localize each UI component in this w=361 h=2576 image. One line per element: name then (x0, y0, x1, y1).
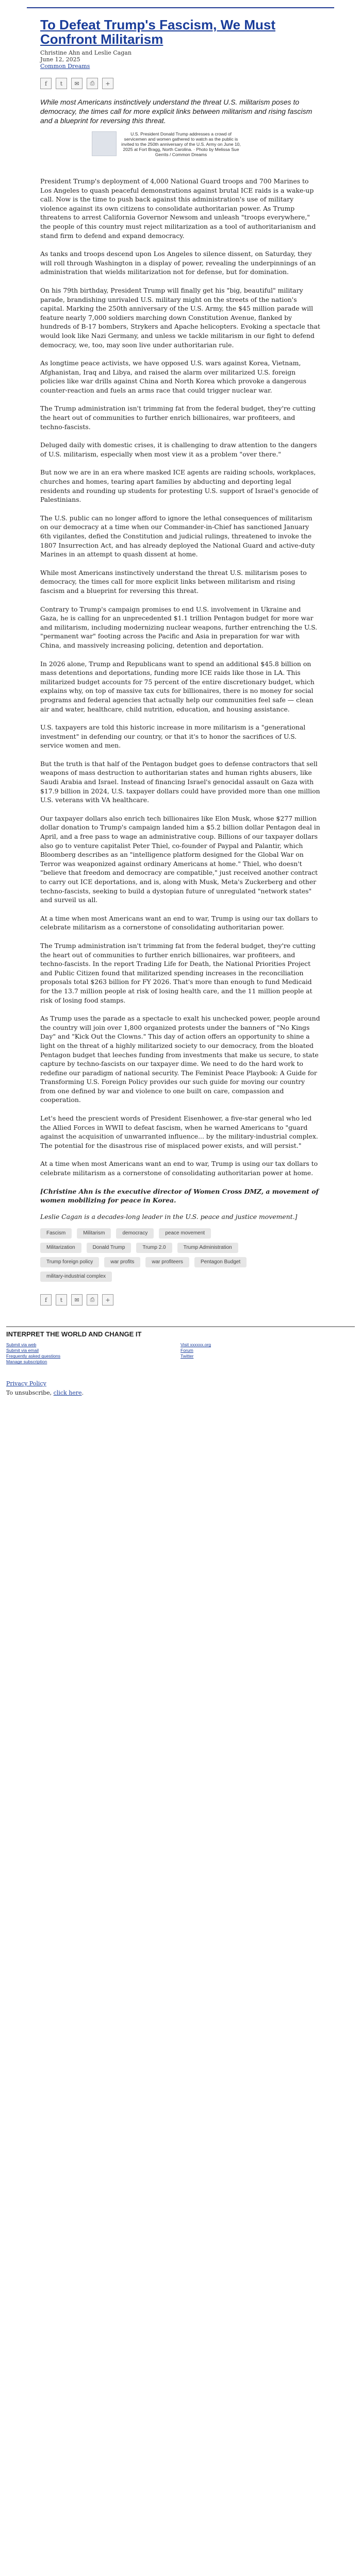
body-paragraph: Contrary to Trump's campaign promises to end U.S. involvement in Ukraine and Gaza, he is calling for an unprecedented $1.1 trillion Pentagon budget for more war and militarism, including modernizing nuclear weapons, further entrenching the U.S. "permanent war" footing across the Pacific and Asia in preparation for war with China, and massively increasing policing, detention and deportation. (40, 605, 318, 649)
footer-link[interactable]: Manage subscription (6, 1359, 47, 1365)
body-paragraph: President Trump's deployment of 4,000 National Guard troops and 700 Marines to Los Angeles to quash peaceful demonstrations against brutal ICE raids is a wake-up call. Now is the time to push back against this administration's use of military violence against its own citizens to consolidate authoritarian power. As Trump threatens to arrest California Governor Newsom and unleash "troops everywhere," the people of this country must reject militarization as a tool of authoritarianism and stand firm to defend and expand democracy. (40, 177, 316, 240)
author-bio-cagan: Leslie Cagan is a decades-long leader in the U.S. peace and justice movement.] (40, 1212, 298, 1221)
lede: While most Americans instinctively understand the threat U.S. militarism poses to democracy, the times call for more explicit links between militarism and rising fascism and a blueprint for reversing this threat. (40, 98, 313, 125)
body-paragraph: The Trump administration isn't trimming fat from the federal budget, they're cutting the heart out of communities to further enrich billionaires, war profiteers, and techno-fascists. In the report Trading Life for Death, the National Priorities Project and Public Citizen found that militarized spending increases in the reconciliation proposals total $263 billion for FY 2026. That's more than enough to fund Medicaid for the 13.7 million people at risk of losing health care, and the 11 million people at risk of losing food stamps. (40, 941, 316, 1004)
body-paragraph: At a time when most Americans want an end to war, Trump is using our tax dollars to celebrate militarism as a cornerstone of consolidating authoritarian power at home. (40, 1160, 318, 1177)
photo-thumbnail (92, 131, 117, 156)
twitter-icon[interactable]: t (56, 78, 67, 89)
share-row-bottom (40, 1294, 321, 1306)
body-paragraph: As longtime peace activists, we have opposed U.S. wars against Korea, Vietnam, Afghanistan, Iraq and Libya, and raised the alarm over militarized U.S. foreign policies like war drills against China and North Korea which provoke a dangerous counter-reaction and fuels an arms race that could trigger nuclear war. (40, 359, 307, 394)
unsubscribe-prefix: To unsubscribe, (6, 1389, 54, 1397)
footer-link[interactable]: Submit via web (6, 1342, 37, 1348)
body-paragraph: In 2026 alone, Trump and Republicans want to spend an additional $45.8 billion on mass detentions and deportations, funding more ICE raids like those in LA. This militarized budget accounts for 75 percent of the entire discretionary budget, which explains why, on top of massive tax cuts for billionaires, there is no money for social programs and federal agencies that actually help our communities feel safe — clean air and water, healthcare, child nutrition, education, and housing assistance. (40, 659, 315, 713)
body-paragraph: The Trump administration isn't trimming fat from the federal budget, they're cutting the heart out of communities to further enrich billionaires, war profiteers, and techno-fascists. (40, 404, 316, 431)
article (40, 18, 321, 1306)
article-title[interactable]: To Defeat Trump's Fascism, We Must Confront Militarism (40, 17, 275, 47)
top-rule (27, 7, 334, 8)
tag-chip[interactable]: Trump 2.0 (136, 1243, 172, 1253)
body-paragraph: The U.S. public can no longer afford to ignore the lethal consequences of militarism on our democracy at a time when our Commander-in-Chief has sanctioned January 6th vigilantes, defied the Constitution and judicial rulings, threatened to invoke the 1807 Insurrection Act, and has already deployed the National Guard and active-duty Marines in an attempt to quash dissent at home. (40, 514, 315, 558)
byline (40, 49, 321, 70)
footer-link[interactable]: Visit xxxxxx.org (180, 1342, 211, 1348)
tag-chip[interactable]: democracy (116, 1228, 154, 1239)
source-link[interactable]: Common Dreams (40, 63, 90, 70)
tag-chip[interactable]: war profits (104, 1257, 140, 1267)
share-icon[interactable]: + (102, 1294, 113, 1306)
privacy-policy-link[interactable]: Privacy Policy (6, 1380, 46, 1387)
body-paragraph: On his 79th birthday, President Trump will finally get his "big, beautiful" military parade, brandishing unrivaled U.S. military might on the streets of the nation's capital. Marking the 250th anniversary of the U.S. Army, the $45 million parade will feature nearly 7,000 soldiers marching down Constitution Avenue, flanked by hundreds of B-17 bombers, Strykers and Apache helicopters. Evoking a spectacle that would look like Nazi Germany, and unless we tackle militarism in our fight to defend democracy, we, too, may soon live under authoritarian rule. (40, 286, 320, 349)
figure (92, 131, 241, 166)
unsubscribe-link[interactable]: click here (53, 1389, 82, 1397)
body-paragraph: But now we are in an era where masked ICE agents are raiding schools, workplaces, churches and homes, tearing apart families by abducting and deporting legal residents and rounding up students for protesting U.S. support of Israel's genocide of Palestinians. (40, 468, 318, 504)
share-row-top (40, 78, 321, 89)
body-paragraph: At a time when most Americans want an end to war, Trump is using our tax dollars to celebrate militarism as a cornerstone of consolidating authoritarian power. (40, 914, 318, 931)
tag-chip[interactable]: Fascism (40, 1228, 72, 1239)
article-body (40, 177, 321, 1178)
privacy-block (6, 1379, 361, 1398)
body-paragraph: While most Americans instinctively understand the threat U.S. militarism poses to democracy, the times call for more explicit links between militarism and rising fascism and a blueprint for reversing this threat. (40, 568, 307, 595)
tag-chip[interactable]: Trump Administration (177, 1243, 238, 1253)
body-paragraph: As Trump uses the parade as a spectacle to exalt his unchecked power, people around the country will join over 1,800 organized protests under the banners of "No Kings Day" and "Kick Out the Clowns." This day of action offers an opportunity to shine a light on the threat of a highly militarized society to our democracy, from the bloated Pentagon budget that leeches funding from investments that make us secure, to state capture by techno-fascists on our taxpayer dime. We need to do the hard work to redefine our paradigm of national security. The Feminist Peace Playbook: A Guide for Transforming U.S. Foreign Policy provides our such guide for moving our country from one defined by war and violence to one built on care, compassion and cooperation. (40, 1014, 320, 1104)
footer-right-links (180, 1342, 355, 1365)
unsubscribe-suffix: . (81, 1389, 84, 1397)
footer-link[interactable]: Forum (180, 1348, 193, 1353)
facebook-icon[interactable]: f (40, 1294, 52, 1306)
footer-heading: INTERPRET THE WORLD AND CHANGE IT (6, 1330, 142, 1338)
share-icon[interactable]: + (102, 78, 113, 89)
publish-date: June 12, 2025 (40, 56, 80, 63)
tag-chip[interactable]: Donald Trump (87, 1243, 132, 1253)
authors: Christine Ahn and Leslie Cagan (40, 49, 132, 56)
email-icon[interactable]: ✉ (71, 78, 83, 89)
header (27, 0, 334, 8)
email-icon[interactable]: ✉ (71, 1294, 83, 1306)
facebook-icon[interactable]: f (40, 78, 52, 89)
body-paragraph: As tanks and troops descend upon Los Angeles to silence dissent, on Saturday, they will roll through Washington in a display of power, revealing the underpinnings of an administration that wields militarization not for defense, but for domination. (40, 250, 316, 276)
footer-link[interactable]: Frequently asked questions (6, 1353, 61, 1359)
footer-link[interactable]: Submit via email (6, 1348, 39, 1353)
print-icon[interactable]: ⎙ (87, 1294, 98, 1306)
tag-list (40, 1228, 257, 1282)
tag-chip[interactable]: Militarism (77, 1228, 111, 1239)
tag-chip[interactable]: Militarization (40, 1243, 81, 1253)
footer-link[interactable]: Twitter (180, 1353, 194, 1359)
body-paragraph: But the truth is that half of the Pentagon budget goes to defense contractors that sell weapons of mass destruction to authoritarian states and human rights abusers, like Saudi Arabia and Israel. Instead of financing Israel's genocidal assault on Gaza with $17.9 billion in 2024, U.S. taxpayer dollars could have provided more than one million U.S. veterans with VA healthcare. (40, 759, 320, 804)
footer-left-links (6, 1342, 180, 1365)
body-paragraph: Let's heed the prescient words of President Eisenhower, a five-star general who led the Allied Forces in WWII to defeat fascism, when he warned Americans to "guard against the acquisition of unwarranted influence... by the military-industrial complex. The potential for the disastrous rise of misplaced power exists, and will persist." (40, 1114, 318, 1149)
body-paragraph: U.S. taxpayers are told this historic increase in more militarism is a "generational investment" in defending our country, or that it's to honor the sacrifices of U.S. service women and men. (40, 723, 306, 750)
body-paragraph: Deluged daily with domestic crises, it is challenging to draw attention to the dangers of U.S. militarism, especially when most view it as a problem "over there." (40, 441, 317, 458)
tag-chip[interactable]: Trump foreign policy (40, 1257, 99, 1267)
print-icon[interactable]: ⎙ (87, 78, 98, 89)
author-bio-ahn: [Christine Ahn is the executive director of Women Cross DMZ, a movement of women mobilizing for peace in Korea. (40, 1187, 319, 1205)
footer (6, 1326, 355, 1365)
figure-caption: U.S. President Donald Trump addresses a crowd of servicemen and women gathered to watch as the public is invited to the 250th anniversary of the U.S. Army on June 10, 2025 at Fort Bragg, North Carolina. · Photo by Melissa Sue Gerrits / Common Dreams (121, 131, 241, 157)
tag-chip[interactable]: war profiteers (145, 1257, 189, 1267)
body-paragraph: Our taxpayer dollars also enrich tech billionaires like Elon Musk, whose $277 million dollar donation to Trump's campaign landed him a $5.2 billion dollar Pentagon deal in April, and a free pass to wage an administrative coup. Billions of our taxpayer dollars also go to venture capitalist Peter Thiel, co-founder of Paypal and Palantir, which Bloomberg describes as an "intelligence platform designed for the Global War on Terror was weaponized against ordinary Americans at home." Thiel, who doesn't "believe that freedom and democracy are compatible," just received another contract to carry out ICE deportations, and is, along with Musk, Meta's Zuckerberg and other techno-fascists, seeking to build a dystopian future of unregulated "network states" and surveil us all. (40, 814, 320, 904)
tag-chip[interactable]: military-industrial complex (40, 1272, 112, 1282)
twitter-icon[interactable]: t (56, 1294, 67, 1306)
tag-chip[interactable]: Pentagon Budget (194, 1257, 247, 1267)
tag-chip[interactable]: peace movement (159, 1228, 211, 1239)
